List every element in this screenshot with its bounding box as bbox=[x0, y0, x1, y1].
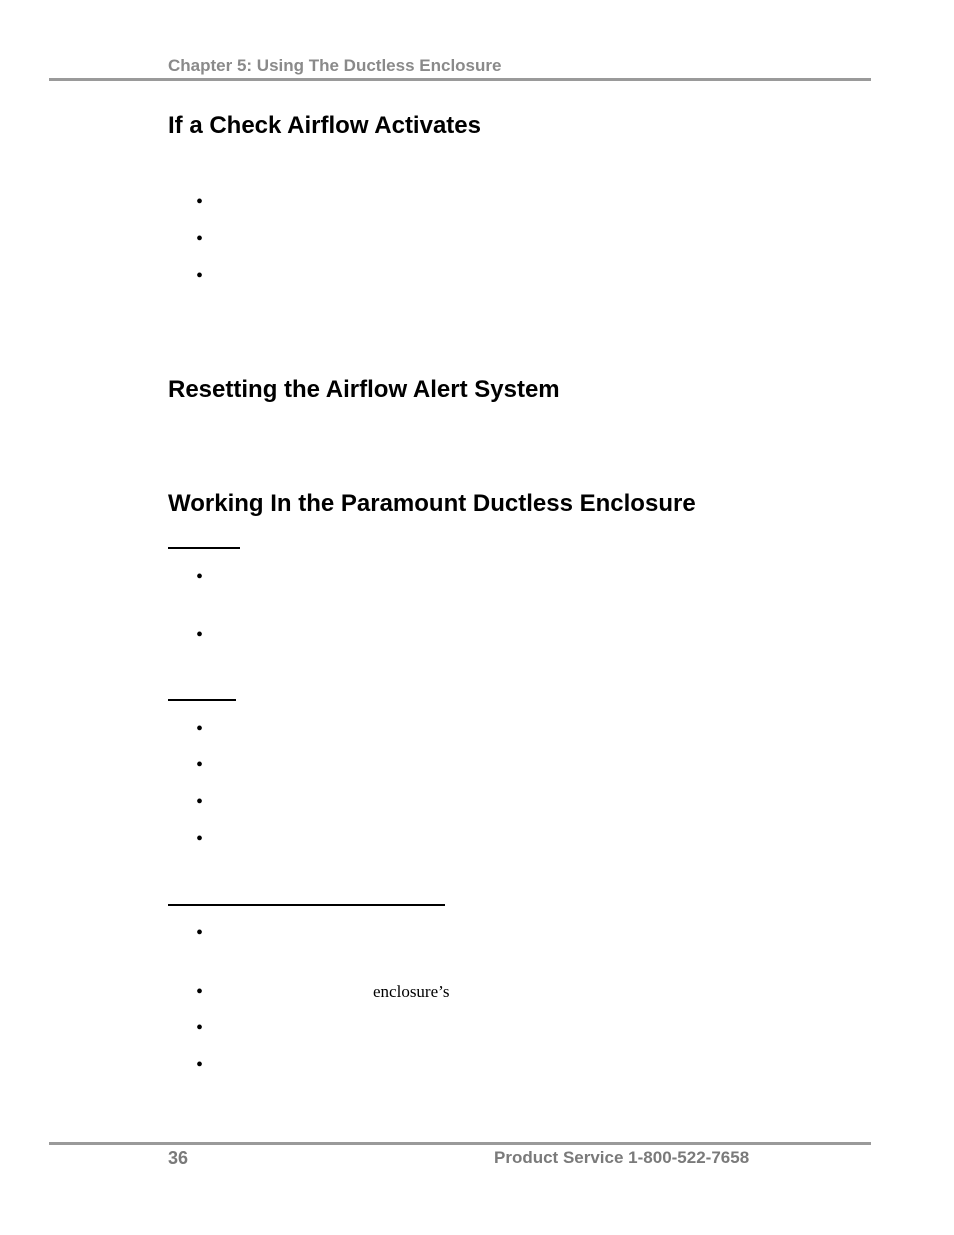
list-bullet bbox=[196, 625, 208, 645]
page-number: 36 bbox=[168, 1148, 189, 1168]
list-bullet bbox=[196, 1018, 208, 1038]
list-bullet bbox=[196, 567, 208, 587]
list-bullet bbox=[196, 755, 208, 775]
running-header: Chapter 5: Using The Ductless Enclosure bbox=[168, 56, 502, 75]
list-bullet bbox=[196, 982, 208, 1002]
list-bullet bbox=[196, 923, 208, 943]
list-bullet bbox=[196, 266, 208, 286]
list-bullet bbox=[196, 192, 208, 212]
product-service-phone: Product Service 1-800-522-7658 bbox=[494, 1148, 750, 1167]
list-bullet bbox=[196, 792, 208, 812]
section-heading-working: Working In the Paramount Ductless Enclosure bbox=[168, 490, 696, 517]
list-bullet bbox=[196, 1055, 208, 1075]
section-heading-check-airflow: If a Check Airflow Activates bbox=[168, 112, 481, 139]
section-heading-resetting: Resetting the Airflow Alert System bbox=[168, 376, 560, 403]
subheading-underline bbox=[168, 904, 445, 906]
body-text-fragment: enclosure’s bbox=[373, 982, 450, 1001]
list-bullet bbox=[196, 829, 208, 849]
subheading-underline bbox=[168, 699, 236, 701]
list-bullet bbox=[196, 229, 208, 249]
subheading-underline bbox=[168, 547, 240, 549]
footer-rule bbox=[49, 1142, 871, 1145]
list-bullet bbox=[196, 719, 208, 739]
header-rule bbox=[49, 78, 871, 81]
